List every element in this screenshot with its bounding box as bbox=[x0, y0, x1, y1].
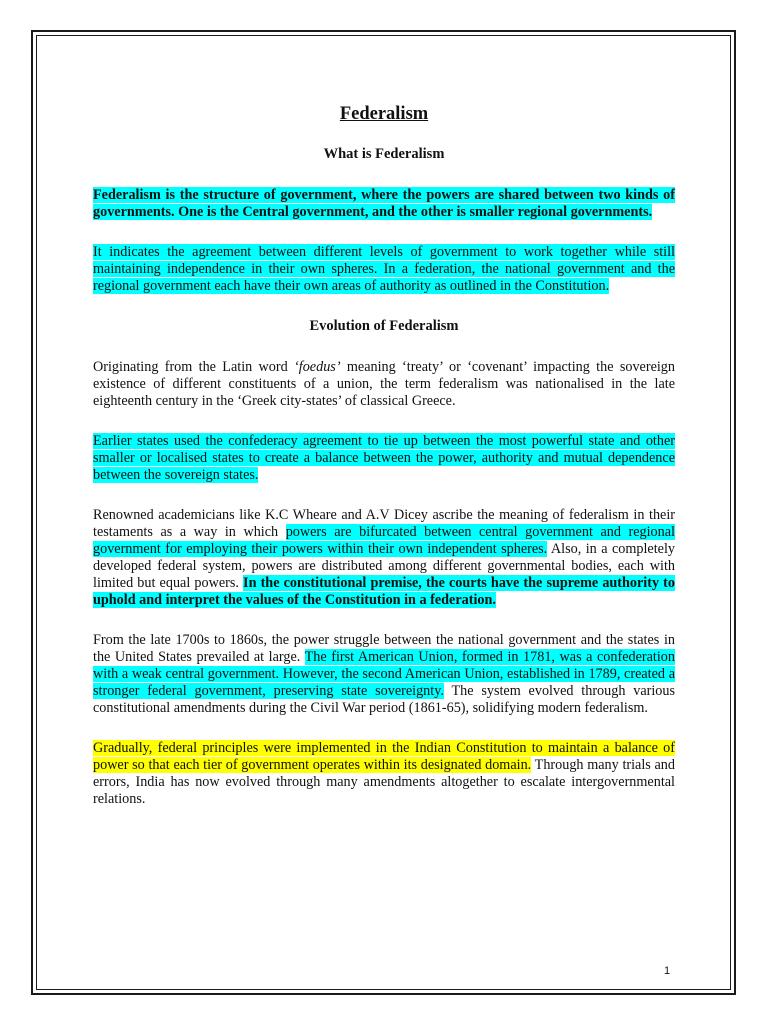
highlight-definition: Federalism is the structure of government, where the powers are shared between two kinds of governments. One is the Central government, and the other is smaller regional governments. bbox=[93, 187, 675, 220]
academicians-text-c: Also, in a completely developed federal system, powers are distributed among different governmental bodies, each with limited but equal powers. bbox=[93, 541, 676, 591]
highlight-american-union: The first American Union, formed in 1781, was a confederation with a weak central government. However, the second American Union, established in 1789, created a stronger federal government, preserving state sovereignty. bbox=[93, 649, 675, 699]
paragraph-agreement bbox=[93, 244, 675, 295]
paragraph-confederacy bbox=[93, 433, 675, 484]
us-text-a: From the late 1700s to 1860s, the power struggle between the national government and the states in the United States prevailed at large. bbox=[93, 632, 675, 665]
us-text-c: The system evolved through various constitutional amendments during the Civil War period (1861-65), solidifying modern federalism. bbox=[93, 683, 675, 716]
paragraph-origin bbox=[93, 359, 675, 410]
origin-latin-word: ‘foedus’ bbox=[294, 359, 341, 375]
document-title: Federalism bbox=[339, 104, 429, 124]
highlight-indian-constitution: Gradually, federal principles were implemented in the Indian Constitution to maintain a balance of power so that each tier of government operates within its designated domain. bbox=[93, 740, 675, 773]
heading-evolution-of-federalism: Evolution of Federalism bbox=[309, 318, 459, 334]
page-number: 1 bbox=[664, 965, 671, 977]
highlight-confederacy: Earlier states used the confederacy agreement to tie up between the most powerful state and other smaller or localised states to create a balance between the power, authority and mutual dependence between the sovereign states. bbox=[93, 433, 675, 483]
document-body bbox=[93, 102, 675, 831]
paragraph-india bbox=[93, 740, 675, 808]
heading-what-is-federalism: What is Federalism bbox=[323, 146, 445, 162]
highlight-bifurcated-powers: powers are bifurcated between central government and regional government for employing their powers within their own independent spheres. bbox=[93, 524, 675, 557]
origin-text-a: Originating from the Latin word bbox=[93, 359, 295, 375]
academicians-text-a: Renowned academicians like K.C Wheare and A.V Dicey ascribe the meaning of federalism in their testaments as a way in which bbox=[93, 507, 675, 540]
paragraph-definition bbox=[93, 187, 675, 221]
origin-text-c: meaning ‘treaty’ or ‘covenant’ impacting the sovereign existence of different constituents of a union, the term federalism was nationalised in the late eighteenth century in the ‘Greek city-states’ of classical Greece. bbox=[93, 359, 675, 409]
paragraph-united-states bbox=[93, 632, 675, 717]
india-text-b: Through many trials and errors, India has now evolved through many amendments altogether to escalate intergovernmental relations. bbox=[93, 757, 675, 807]
highlight-courts-authority: In the constitutional premise, the courts have the supreme authority to uphold and interpret the values of the Constitution in a federation. bbox=[93, 575, 676, 608]
paragraph-academicians bbox=[93, 507, 675, 609]
highlight-agreement: It indicates the agreement between different levels of government to work together while still maintaining independence in their own spheres. In a federation, the national government and the regional government each have their own areas of authority as outlined in the Constitution. bbox=[93, 244, 675, 294]
